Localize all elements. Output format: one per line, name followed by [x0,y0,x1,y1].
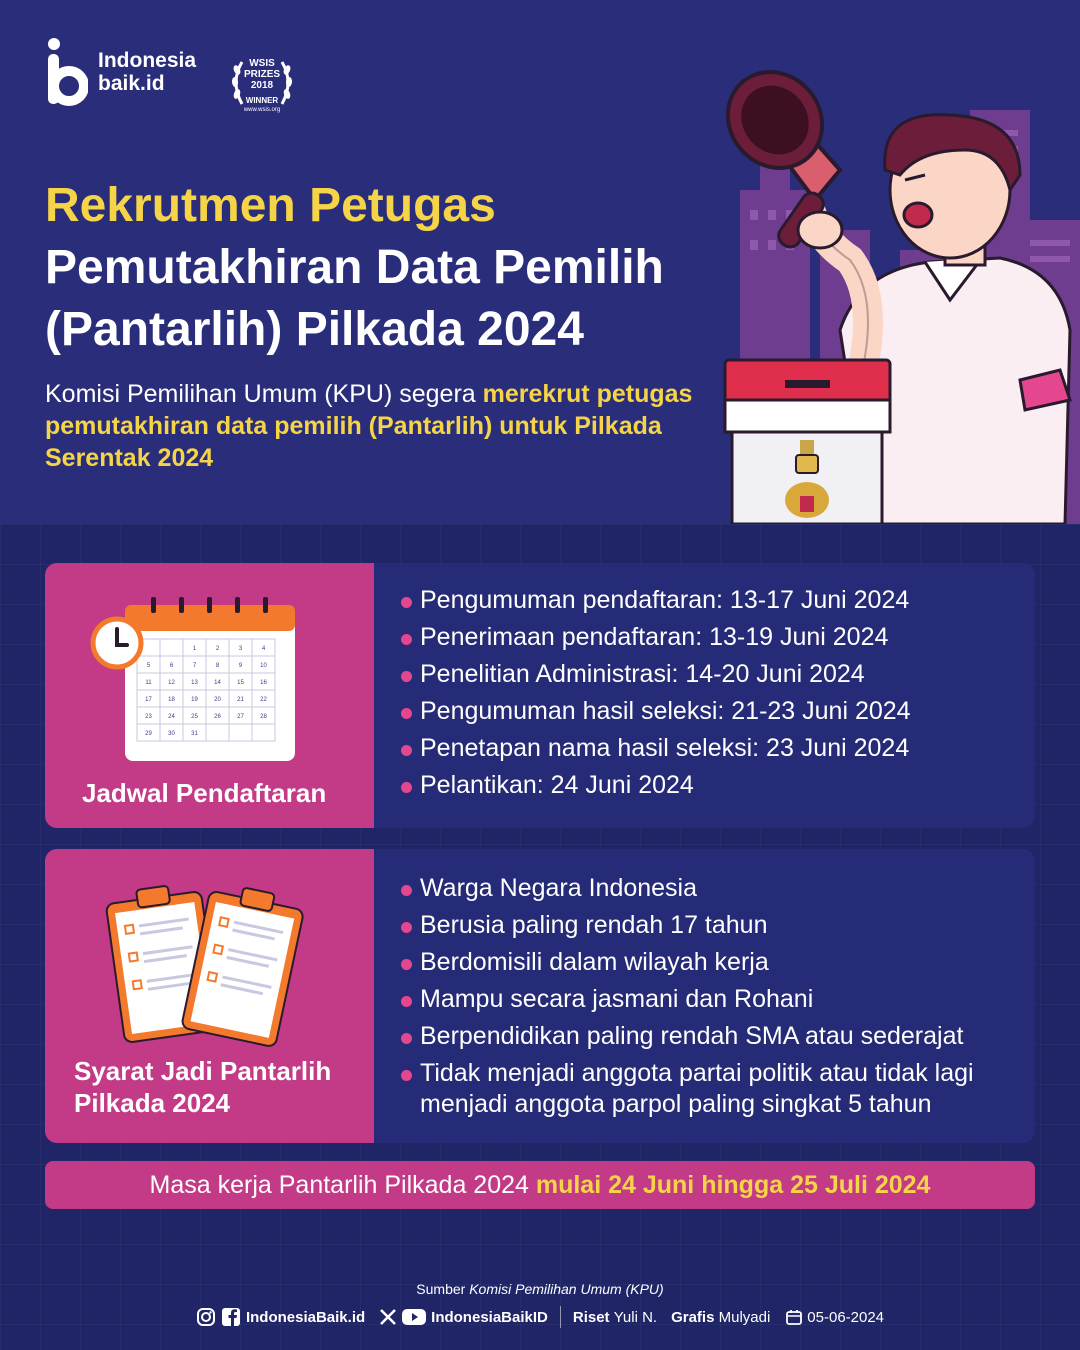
calendar-day: 25 [191,714,198,720]
footer [0,1306,1080,1328]
schedule-list [374,563,911,828]
banner-plain: Masa kerja Pantarlih Pilkada 2024 [149,1171,536,1199]
calendar-day: 1 [192,646,197,652]
research-name: Yuli N. [613,1308,658,1326]
calendar-day: 27 [237,714,244,720]
footer-handle1[interactable]: IndonesiaBaik.id [245,1308,366,1326]
calendar-day: 28 [260,714,267,720]
requirements-list [374,849,1024,1143]
award-line5: www.wsis.org [243,107,281,113]
source-label: Sumber [416,1281,466,1297]
list-item: Warga Negara Indonesia [398,873,1024,904]
title-line3: (Pantarlih) Pilkada 2024 [45,303,584,356]
intro-highlight: merekrut petugas pemutakhiran data pemilih (Pantarlih) untuk Pilkada Serentak 2024 [45,380,693,472]
award-badge [228,54,296,118]
calendar-day: 18 [168,697,175,703]
youtube-icon[interactable] [402,1308,426,1326]
facebook-icon[interactable] [221,1307,241,1327]
calendar-day: 14 [214,680,221,686]
list-item: Berusia paling rendah 17 tahun [398,910,1024,941]
list-item: Pelantikan: 24 Juni 2024 [398,770,911,801]
list-item: Tidak menjadi anggota partai politik atau tidak lagi menjadi anggota parpol paling singkat 5 tahun [398,1058,1024,1120]
calendar-day: 19 [191,697,198,703]
brand-logo-icon [44,36,88,108]
requirements-card [45,849,1035,1143]
source-value: Komisi Pemilihan Umum (KPU) [469,1281,664,1297]
calendar-day: 11 [145,680,152,686]
research-label: Riset [572,1308,610,1326]
calendar-day: 17 [145,697,152,703]
hero-illustration [720,0,1080,524]
list-item: Pengumuman hasil seleksi: 21-23 Juni 2024 [398,696,911,727]
calendar-day: 13 [191,680,198,686]
schedule-side [45,563,374,828]
calendar-day: 23 [145,714,152,720]
list-item: Berdomisili dalam wilayah kerja [398,947,1024,978]
award-line1: WSIS [249,58,275,69]
calendar-day: 10 [260,663,267,669]
list-item: Berpendidikan paling rendah SMA atau sederajat [398,1021,1024,1052]
intro-plain: Komisi Pemilihan Umum (KPU) segera [45,380,483,408]
instagram-icon[interactable] [196,1307,216,1327]
requirements-title [74,1055,331,1119]
list-item: Penetapan nama hasil seleksi: 23 Juni 2024 [398,733,911,764]
list-item: Penerimaan pendaftaran: 13-19 Juni 2024 [398,622,911,653]
brand-line1: Indonesia [98,49,197,72]
calendar-day: 7 [192,663,197,669]
calendar-day: 5 [146,663,151,669]
calendar-day: 30 [168,731,175,737]
schedule-card [45,563,1035,828]
calendar-day: 8 [215,663,220,669]
work-period-banner [45,1161,1035,1209]
calendar-day: 29 [145,731,152,737]
footer-divider [560,1306,561,1328]
calendar-day: 9 [238,663,243,669]
list-item: Mampu secara jasmani dan Rohani [398,984,1024,1015]
calendar-day: 2 [215,646,220,652]
brand-line2: baik.id [98,72,165,95]
calendar-day: 6 [169,663,174,669]
calendar-icon [87,597,307,767]
calendar-day: 16 [260,680,267,686]
list-item: Penelitian Administrasi: 14-20 Juni 2024 [398,659,911,690]
calendar-day: 22 [260,697,267,703]
calendar-small-icon [786,1309,802,1325]
award-line4: WINNER [245,96,279,105]
requirements-title-line1: Syarat Jadi Pantarlih [74,1056,332,1086]
intro-text [45,378,705,474]
award-line2: PRIZES [243,69,281,80]
calendar-day: 20 [214,697,221,703]
brand-logo [44,36,196,108]
footer-date: 05-06-2024 [807,1308,885,1326]
title-line1: Rekrutmen Petugas [45,179,496,232]
calendar-day: 4 [261,646,266,652]
requirements-side [45,849,374,1143]
graphic-label: Grafis [671,1308,715,1326]
requirements-title-line2: Pilkada 2024 [74,1088,231,1118]
source-line [0,1281,1080,1297]
x-icon[interactable] [379,1308,397,1326]
calendar-day: 26 [214,714,221,720]
list-item: Pengumuman pendaftaran: 13-17 Juni 2024 [398,585,911,616]
calendar-day: 21 [237,697,244,703]
header-section [0,0,1080,524]
award-line3: 2018 [250,80,274,91]
calendar-day: 15 [237,680,244,686]
calendar-day: 12 [168,680,175,686]
graphic-name: Mulyadi [718,1308,771,1326]
title-line2: Pemutakhiran Data Pemilih [45,241,664,294]
ballot-box-icon [725,360,890,524]
banner-highlight: mulai 24 Juni hingga 25 Juli 2024 [535,1171,931,1199]
schedule-title: Jadwal Pendaftaran [82,778,327,808]
clipboard-icon [103,877,313,1047]
calendar-day: 3 [238,646,243,652]
footer-handle2[interactable]: IndonesiaBaikID [431,1308,548,1326]
calendar-day: 31 [191,731,198,737]
calendar-day: 24 [168,714,175,720]
